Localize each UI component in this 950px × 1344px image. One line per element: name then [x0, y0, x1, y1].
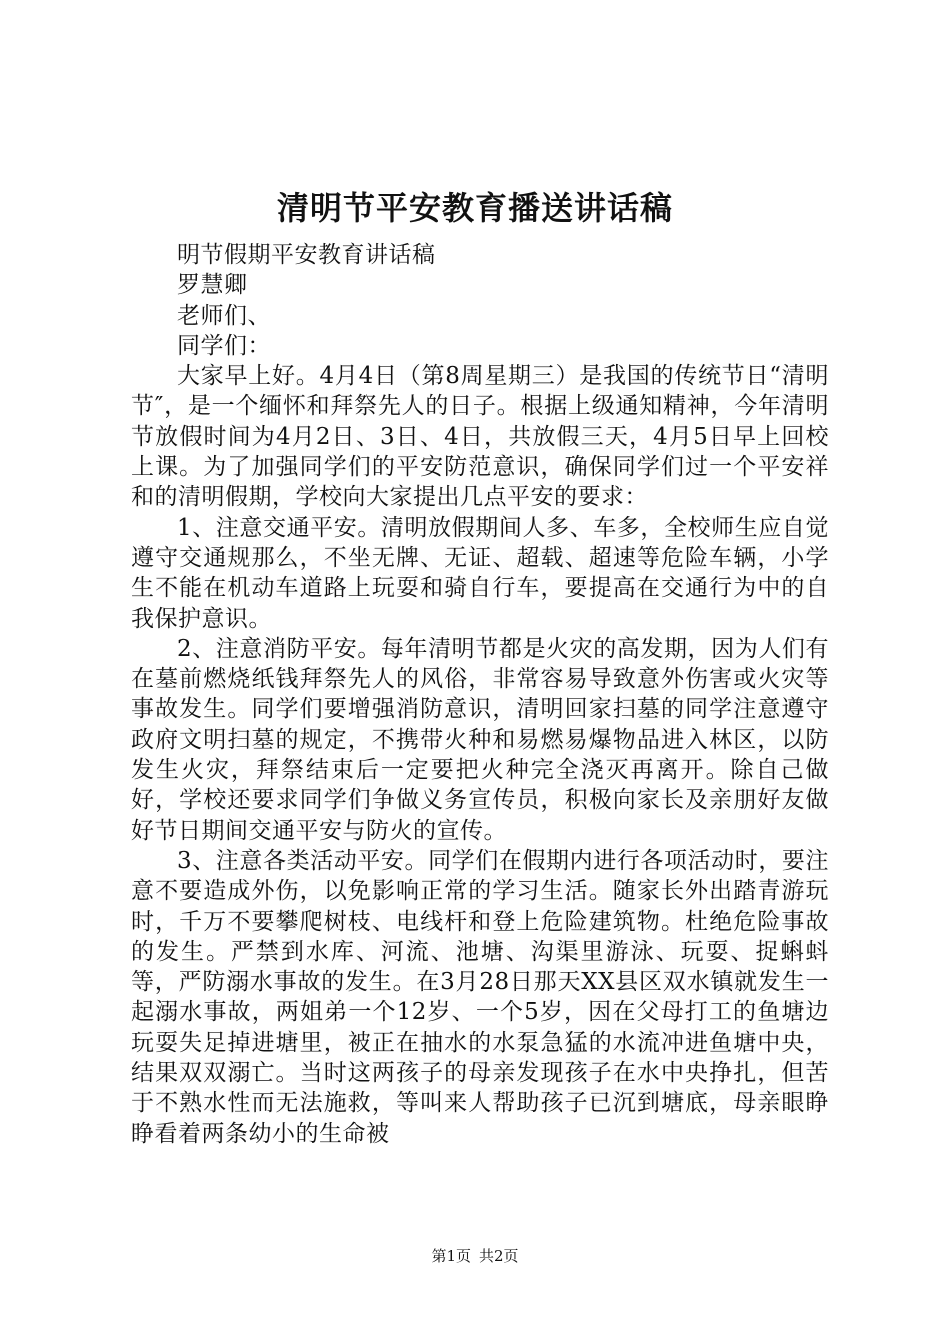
page-number: 第1页 [431, 1247, 471, 1265]
activity-safety-paragraph: 3、注意各类活动平安。同学们在假期内进行各项活动时，要注意不要造成外伤，以免影响正常的学习生活。随家长外出踏青游玩时，千万不要攀爬树枝、电线杆和登上危险建筑物。杜绝危险事故的发生。严禁到水库、河流、池塘、沟渠里游泳、玩耍、捉蝌蚪等，严防溺水事故的发生。在3月28日那天XX县区双水镇就发生一起溺水事故，两姐弟一个12岁、一个5岁，因在父母打工的鱼塘边玩耍失足掉进塘里，被正在抽水的水泵急猛的水流冲进鱼塘中央，结果双双溺亡。当时这两孩子的母亲发现孩子在水中央挣扎，但苦于不熟水性而无法施救，等叫来人帮助孩子已沉到塘底，母亲眼睁睁看着两条幼小的生命被 [131, 847, 829, 1147]
subtitle-line: 明节假期平安教育讲话稿 [177, 242, 436, 268]
document-title: 清明节平安教育播送讲话稿 [276, 189, 673, 227]
fire-safety-paragraph: 2、注意消防平安。每年清明节都是火灾的高发期，因为人们有在墓前燃烧纸钱拜祭先人的风俗，非常容易导致意外伤害或火灾等事故发生。同学们要增强消防意识，清明回家扫墓的同学注意遵守政府文明扫墓的规定，不携带火种和易燃易爆物品进入林区，以防发生火灾，拜祭结束后一定要把火种完全浇灭再离开。除自己做好，学校还要求同学们争做义务宣传员，积极向家长及亲朋好友做好节日期间交通平安与防火的宣传。 [131, 635, 829, 844]
intro-paragraph: 大家早上好。4月4日（第8周星期三）是我国的传统节日“清明节″，是一个缅怀和拜祭先人的日子。根据上级通知精神，今年清明节放假时间为4月2日、3日、4日，共放假三天，4月5日早上回校上课。为了加强同学们的平安防范意识，确保同学们过一个平安祥和的清明假期，学校向大家提出几点平安的要求： [131, 363, 829, 511]
page-total: 共2页 [479, 1247, 519, 1265]
author-line: 罗慧卿 [177, 272, 248, 299]
salutation-teachers: 老师们、 [177, 302, 271, 329]
traffic-safety-paragraph: 1、注意交通平安。清明放假期间人多、车多，全校师生应自觉遵守交通规那么，不坐无牌、无证、超载、超速等危险车辆，小学生不能在机动车道路上玩耍和骑自行车，要提高在交通行为中的自我保护意识。 [131, 514, 829, 632]
document-body [131, 240, 829, 1149]
salutation-students: 同学们： [177, 332, 271, 359]
page-footer [0, 1246, 950, 1266]
